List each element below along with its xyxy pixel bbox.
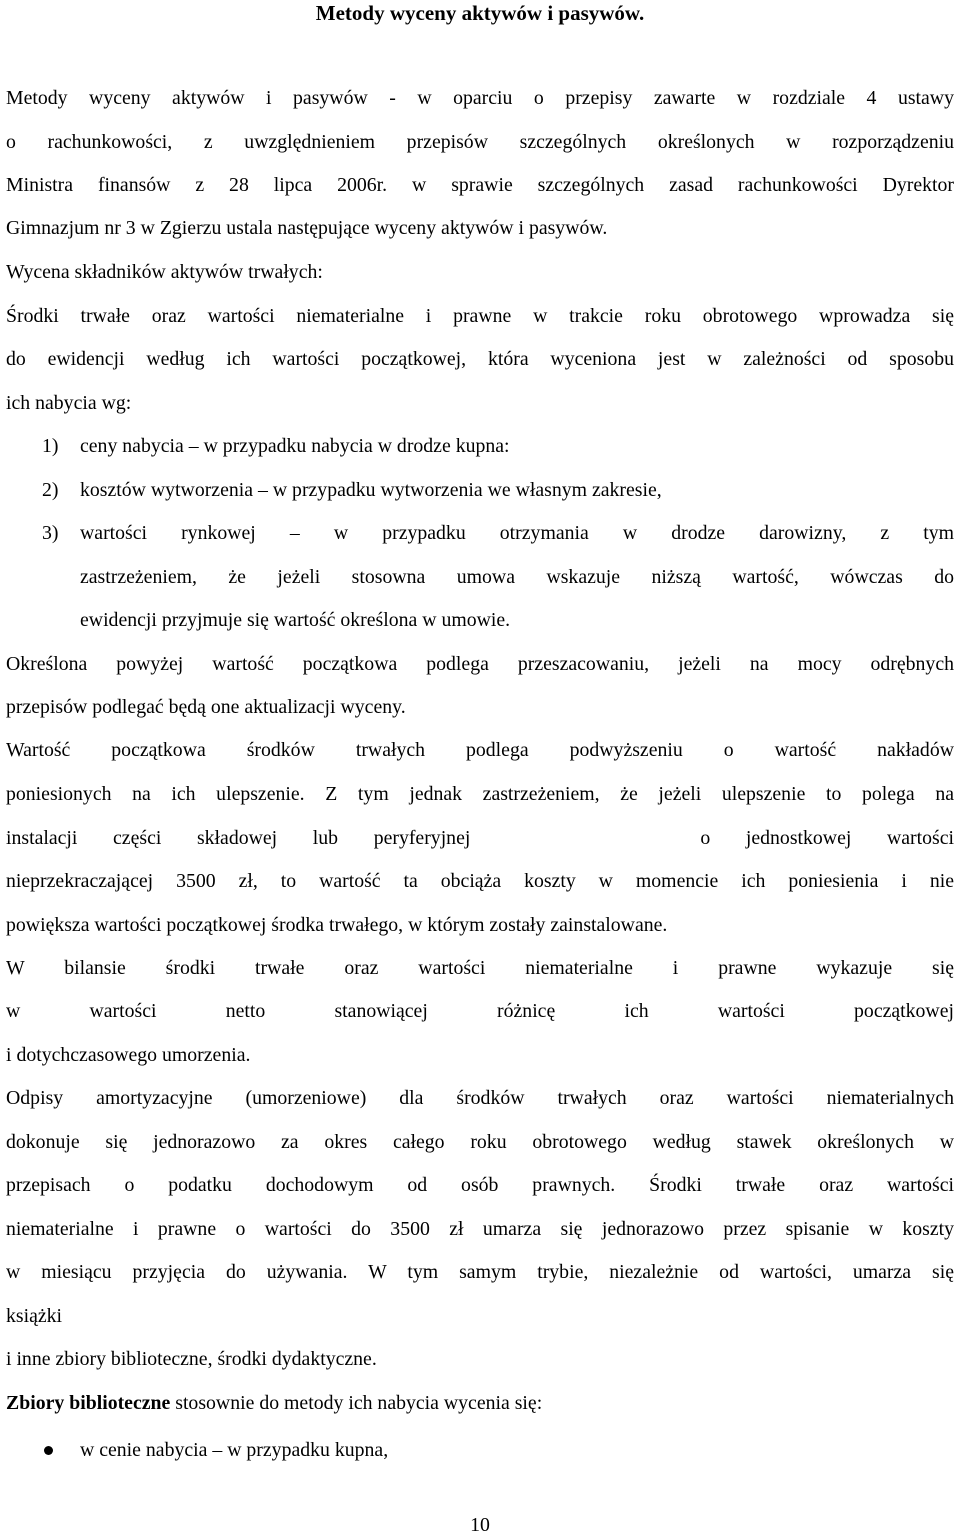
list-item-continuation: ewidencji przyjmuje się wartość określona w umowie.	[80, 609, 511, 631]
paragraph-line	[6, 1381, 954, 1425]
paragraph-line: Odpisy amortyzacyjne (umorzeniowe) dla środków trwałych oraz wartości niematerialnych	[6, 1087, 954, 1109]
paragraph-line: Wartość początkowa środków trwałych podlega podwyższeniu o wartość nakładów	[6, 739, 954, 761]
list-item: wartości rynkowej – w przypadku otrzymania w drodze darowizny, z tym	[80, 522, 954, 544]
paragraph-line: przepisów podlegać będą one aktualizacji wyceny.	[6, 696, 406, 718]
list-item-continuation: zastrzeżeniem, że jeżeli stosowna umowa wskazuje niższą wartość, wówczas do	[80, 566, 954, 588]
list-item: ceny nabycia – w przypadku nabycia w drodze kupna:	[80, 435, 510, 457]
bold-term: Zbiory biblioteczne	[6, 1392, 171, 1414]
list-number: 1)	[42, 435, 59, 457]
paragraph-line: do ewidencji według ich wartości początkowej, która wyceniona jest w zależności od sposobu	[6, 348, 954, 370]
paragraph-segment: stosownie do metody ich nabycia wycenia się:	[170, 1392, 543, 1414]
paragraph-line: Ministra finansów z 28 lipca 2006r. w sprawie szczególnych zasad rachunkowości Dyrektor	[6, 174, 954, 196]
paragraph-line: książki	[6, 1305, 63, 1327]
paragraph-line: powiększa wartości początkowej środka trwałego, w którym zostały zainstalowane.	[6, 914, 668, 936]
paragraph-line: o rachunkowości, z uwzględnieniem przepisów szczególnych określonych w rozporządzeniu	[6, 131, 954, 153]
paragraph-line: dokonuje się jednorazowo za okres całego roku obrotowego według stawek określonych w	[6, 1131, 954, 1153]
paragraph-line: W bilansie środki trwałe oraz wartości niematerialne i prawne wykazuje się	[6, 957, 954, 979]
bullet-item: w cenie nabycia – w przypadku kupna,	[80, 1439, 389, 1461]
paragraph-segment: instalacji części składowej lub peryferyjnej	[6, 827, 471, 849]
paragraph-line: Metody wyceny aktywów i pasywów - w oparciu o przepisy zawarte w rozdziale 4 ustawy	[6, 87, 954, 109]
paragraph-line: w wartości netto stanowiącej różnicę ich wartości początkowej	[6, 1000, 954, 1022]
list-number: 2)	[42, 479, 59, 501]
paragraph-line: ich nabycia wg:	[6, 392, 132, 414]
paragraph-line: poniesionych na ich ulepszenie. Z tym jednak zastrzeżeniem, że jeżeli ulepszenie to polega na	[6, 783, 954, 805]
paragraph-line: niematerialne i prawne o wartości do 3500 zł umarza się jednorazowo przez spisanie w koszty	[6, 1218, 954, 1240]
list-item: kosztów wytworzenia – w przypadku wytworzenia we własnym zakresie,	[80, 479, 662, 501]
paragraph-line: Gimnazjum nr 3 w Zgierzu ustala następujące wyceny aktywów i pasywów.	[6, 217, 608, 239]
paragraph-line: i inne zbiory biblioteczne, środki dydaktyczne.	[6, 1348, 377, 1370]
paragraph-line: Środki trwałe oraz wartości niematerialne i prawne w trakcie roku obrotowego wprowadza się	[6, 305, 954, 327]
document-title: Metody wyceny aktywów i pasywów.	[315, 1, 645, 25]
paragraph-line: w miesiącu przyjęcia do używania. W tym samym trybie, niezależnie od wartości, umarza się	[6, 1261, 954, 1283]
section-heading: Wycena składników aktywów trwałych:	[6, 261, 323, 283]
paragraph-line: i dotychczasowego umorzenia.	[6, 1044, 251, 1066]
list-number: 3)	[42, 522, 59, 544]
paragraph-line: przepisach o podatku dochodowym od osób prawnych. Środki trwałe oraz wartości	[6, 1174, 954, 1196]
bullet-icon	[44, 1446, 53, 1455]
paragraph-segment: o jednostkowej wartości	[700, 827, 954, 849]
paragraph-line: Określona powyżej wartość początkowa podlega przeszacowaniu, jeżeli na mocy odrębnych	[6, 653, 954, 675]
page-number: 10	[470, 1514, 490, 1536]
paragraph-line	[6, 816, 954, 860]
paragraph-line: nieprzekraczającej 3500 zł, to wartość ta obciąża koszty w momencie ich poniesienia i nie	[6, 870, 954, 892]
